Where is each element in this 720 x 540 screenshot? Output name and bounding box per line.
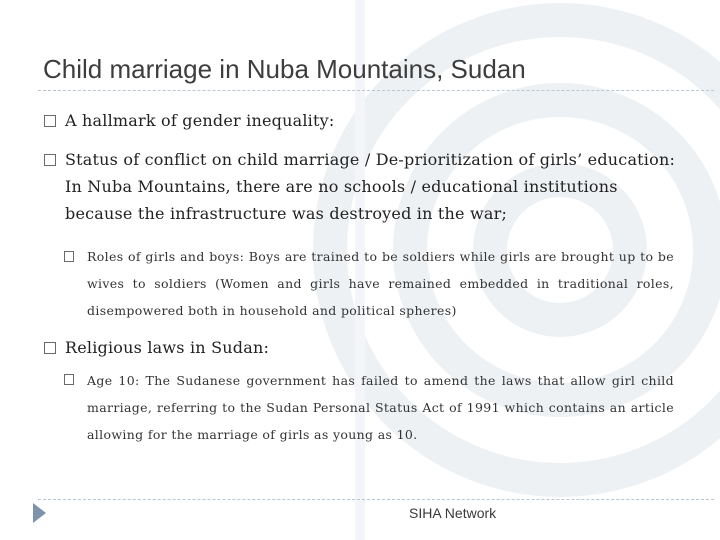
bullet-item-gender-inequality: A hallmark of gender inequality: (65, 111, 335, 130)
square-bullet-icon (44, 115, 56, 127)
square-bullet-icon (64, 374, 74, 385)
square-bullet-icon (44, 154, 56, 166)
bullet-item-religious-laws: Religious laws in Sudan: (65, 338, 270, 357)
footer-label: SIHA Network (409, 505, 497, 521)
sub-bullet-age-ten: Age 10: The Sudanese government has failed to amend the laws that allow girl child marriage, referring to the Sudan Personal Status Act of 1991 which contains an article allowing for the marriage of girls as young as 10. (87, 373, 674, 442)
footer-divider (38, 499, 714, 500)
page-title: Child marriage in Nuba Mountains, Sudan (43, 54, 526, 84)
bullet-item-conflict-status: Status of conflict on child marriage / De-prioritization of girls’ education: In Nuba Mountains, there are no schools / educational institutions because the infrastructure was destroyed in the war; (65, 150, 676, 223)
title-divider (38, 90, 714, 91)
play-arrow-icon[interactable] (33, 503, 46, 523)
square-bullet-icon (44, 342, 56, 354)
square-bullet-icon (64, 251, 74, 262)
sub-bullet-roles: Roles of girls and boys: Boys are trained to be soldiers while girls are brought up to be wives to soldiers (Women and girls have remained embedded in traditional roles, disempowered both in household and political spheres) (87, 249, 674, 318)
